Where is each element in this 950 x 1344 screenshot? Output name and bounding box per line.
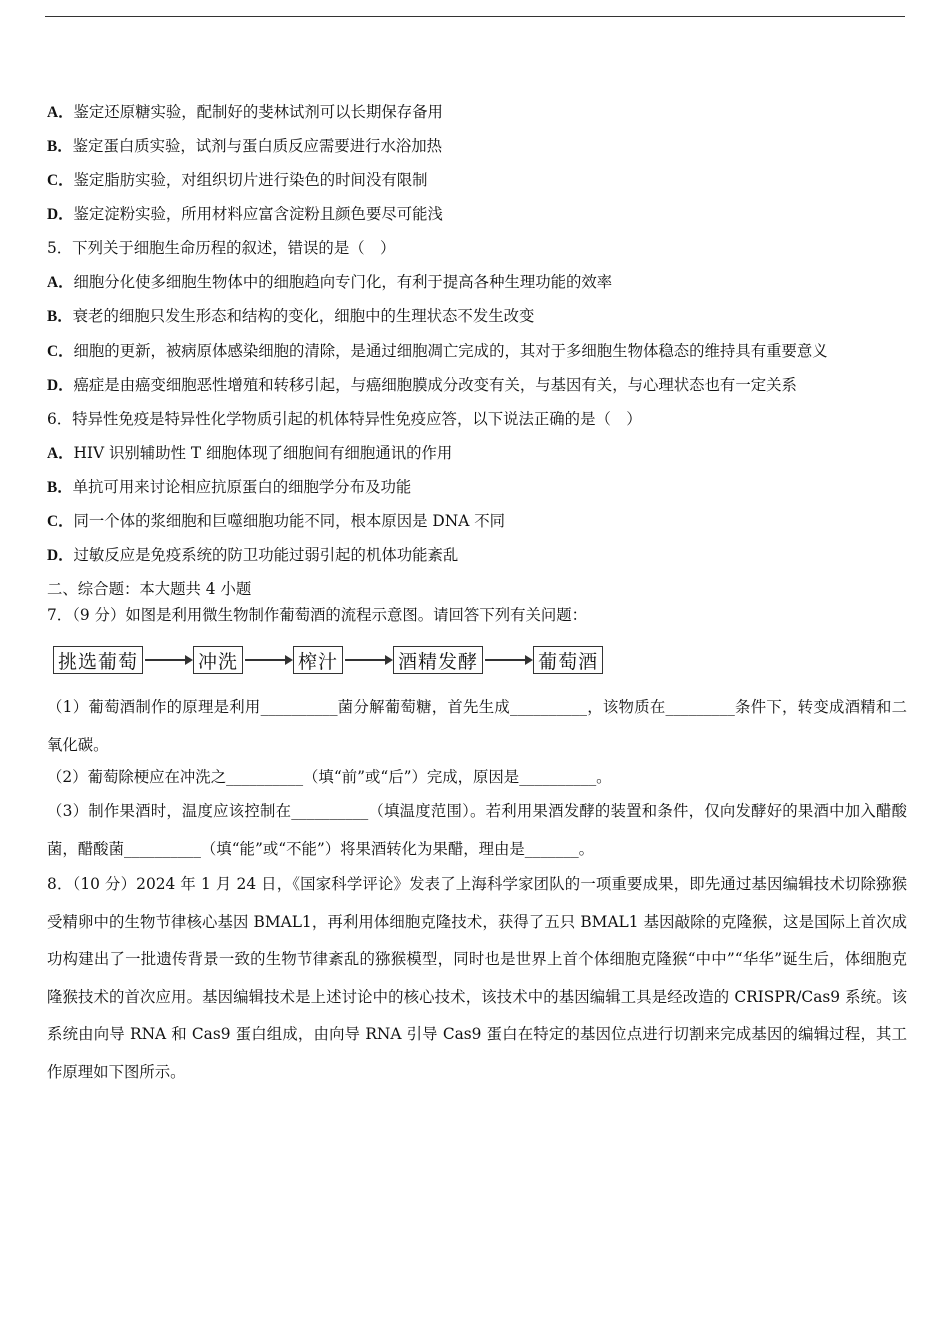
q5-option-b: B．衰老的细胞只发生形态和结构的变化，细胞中的生理状态不发生改变 [47, 307, 535, 325]
q5-option-a: A．细胞分化使多细胞生物体中的细胞趋向专门化，有利于提高各种生理功能的效率 [47, 273, 613, 291]
q5-stem: 5．下列关于细胞生命历程的叙述，错误的是（ ） [47, 239, 396, 257]
q4-option-a: A．鉴定还原糖实验，配制好的斐林试剂可以长期保存备用 [47, 103, 443, 121]
q6-option-a: A．HIV 识别辅助性 T 细胞体现了细胞间有细胞通讯的作用 [47, 444, 453, 462]
q8-stem: 8．（10 分）2024 年 1 月 24 日，《国家科学评论》发表了上海科学家团队的一项重要成果，即先通过基因编辑技术切除猕猴受精卵中的生物节律核心基因 BMAL1，再利用体细胞克隆技术，获得了五只 BMAL1 基因敲除的克隆猴，这是国际上首次成功构建出了一批遗传背景一致的生物节律紊乱的猕猴模型，同时也是世界上首个体细胞克隆猴“中中”“华华”诞生后，体细胞克隆猴技术的首次应用。基因编辑技术是上述讨论中的核心技术，该技术中的基因编辑工具是经改造的 CRISPR/Cas9 系统。该系统由向导 RNA 和 Cas9 蛋白组成，由向导 RNA 引导 Cas9 蛋白在特定的基因位点进行切割来完成基因的编辑过程，其工作原理如下图所示。 [47, 875, 907, 1081]
q7-part-2: （2）葡萄除梗应在冲洗之__________（填“前”或“后”）完成，原因是__________。 [47, 768, 612, 786]
section-heading: 二、综合题：本大题共 4 小题 [47, 580, 252, 598]
flow-arrow [485, 659, 531, 661]
q7-stem: 7．（9 分）如图是利用微生物制作葡萄酒的流程示意图。请回答下列有关问题： [47, 606, 588, 624]
flow-step-rinse: 冲洗 [193, 646, 243, 674]
q6-option-c: C．同一个体的浆细胞和巨噬细胞功能不同，根本原因是 DNA 不同 [47, 512, 505, 530]
flow-step-juice: 榨汁 [293, 646, 343, 674]
q5-option-c: C．细胞的更新，被病原体感染细胞的清除，是通过细胞凋亡完成的，其对于多细胞生物体稳态的维持具有重要意义 [47, 342, 828, 360]
q5-option-d: D．癌症是由癌变细胞恶性增殖和转移引起，与癌细胞膜成分改变有关，与基因有关，与心理状态也有一定关系 [47, 376, 797, 394]
winemaking-flowchart [53, 644, 603, 676]
flow-step-wine: 葡萄酒 [533, 646, 603, 674]
q6-option-b: B．单抗可用来讨论相应抗原蛋白的细胞学分布及功能 [47, 478, 412, 496]
flow-arrow [345, 659, 391, 661]
q4-option-d: D．鉴定淀粉实验，所用材料应富含淀粉且颜色要尽可能浅 [47, 205, 443, 223]
flow-arrow [245, 659, 291, 661]
flow-step-select-grapes: 挑选葡萄 [53, 646, 143, 674]
flow-arrow [145, 659, 191, 661]
flow-step-fermentation: 酒精发酵 [393, 646, 483, 674]
q6-option-d: D．过敏反应是免疫系统的防卫功能过弱引起的机体功能紊乱 [47, 546, 459, 564]
q4-option-c: C．鉴定脂肪实验，对组织切片进行染色的时间没有限制 [47, 171, 428, 189]
q6-stem: 6．特异性免疫是特异性化学物质引起的机体特异性免疫应答，以下说法正确的是（ ） [47, 410, 642, 428]
q4-option-b: B．鉴定蛋白质实验，试剂与蛋白质反应需要进行水浴加热 [47, 137, 443, 155]
q7-part-3: （3）制作果酒时，温度应该控制在__________（填温度范围）。若利用果酒发酵的装置和条件，仅向发酵好的果酒中加入醋酸菌，醋酸菌__________（填“能”或“不能”）将果酒转化为果醋，理由是_______。 [47, 802, 907, 858]
header-rule [45, 16, 905, 17]
q7-part-1: （1）葡萄酒制作的原理是利用__________菌分解葡萄糖，首先生成__________，该物质在_________条件下，转变成酒精和二氧化碳。 [47, 698, 907, 754]
